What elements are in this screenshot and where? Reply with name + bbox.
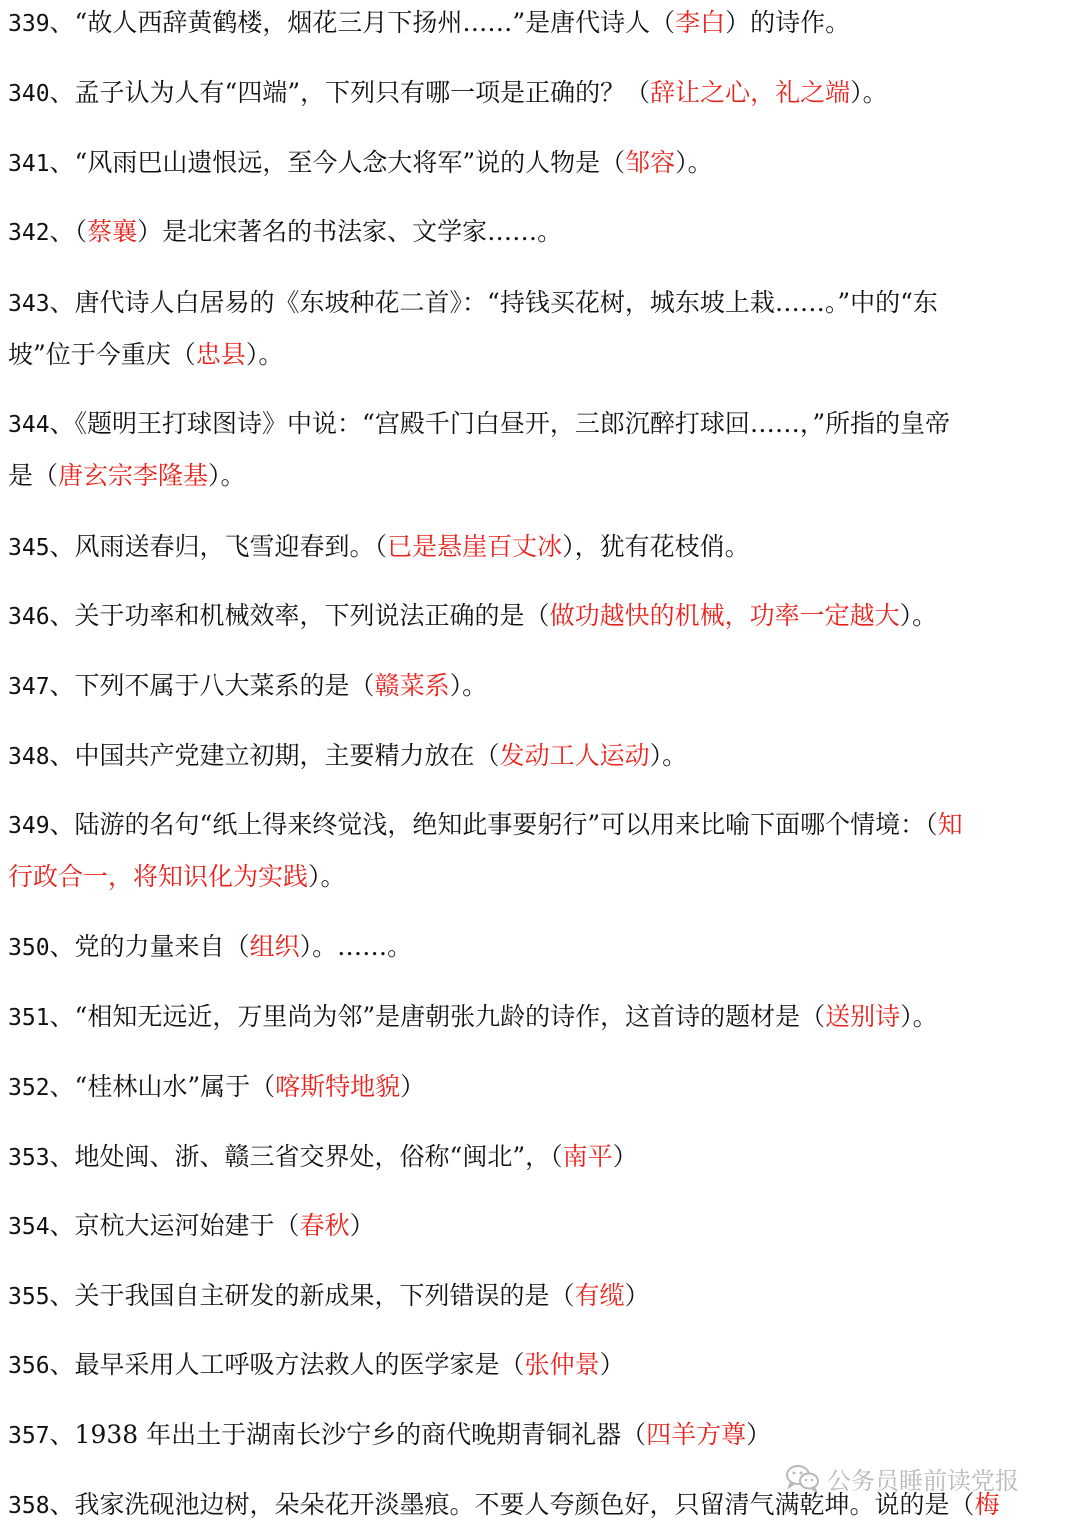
- question-number: 357: [8, 1423, 50, 1449]
- answer-text: 邹容: [625, 148, 676, 177]
- question-text: 、中国共产党建立初期，主要精力放在（: [49, 741, 500, 770]
- question-text: ）。: [208, 461, 246, 490]
- answer-text: 知: [937, 810, 963, 839]
- question-number: 349: [8, 813, 50, 839]
- question-number: 356: [8, 1353, 50, 1379]
- answer-text: 做功越快的机械，功率一定越大: [549, 601, 900, 630]
- question-text: ）: [612, 1142, 638, 1171]
- question-line: [8, 741, 1076, 772]
- question-line: [8, 1420, 1076, 1451]
- question-number: 339: [8, 11, 50, 37]
- question-line: [8, 148, 1076, 179]
- question-line: [8, 78, 1076, 109]
- question-line: [8, 288, 1076, 319]
- question-text: 、最早采用人工呼吸方法救人的医学家是（: [49, 1350, 525, 1379]
- question-text: ）: [624, 1281, 650, 1310]
- question-text: 、我家洗砚池边树，朵朵花开淡墨痕。不要人夸颜色好，只留清气满乾坤。说的是（: [49, 1490, 975, 1519]
- question-text: ）是北宋著名的书法家、文学家……。: [137, 217, 563, 246]
- answer-text: 辞让之心，礼之端: [650, 78, 851, 107]
- question-line: [8, 1281, 1076, 1312]
- answer-text: 送别诗: [825, 1002, 901, 1031]
- question-text: 、京杭大运河始建于（: [49, 1211, 300, 1240]
- question-text: ）。: [899, 601, 938, 630]
- question-text: 、下列不属于八大菜系的是（: [49, 671, 375, 700]
- answer-text: 发动工人运动: [499, 741, 650, 770]
- answer-text: 蔡襄: [87, 217, 138, 246]
- question-text: ）: [746, 1420, 772, 1449]
- question-text: ）的诗作。: [725, 8, 851, 37]
- question-line: [8, 1072, 1076, 1103]
- question-text: ）。: [675, 148, 713, 177]
- wechat-icon: [785, 1464, 821, 1492]
- answer-text: 组织: [249, 932, 300, 961]
- question-number: 351: [8, 1005, 50, 1031]
- question-text: 、“故人西辞黄鹤楼，烟花三月下扬州……”是唐代诗人（: [49, 8, 676, 37]
- question-text: 、地处闽、浙、赣三省交界处，俗称“闽北”，（: [49, 1142, 563, 1171]
- question-line-continuation: [8, 461, 1076, 491]
- answer-text: 张仲景: [524, 1350, 600, 1379]
- question-text: 、“桂林山水”属于（: [49, 1072, 276, 1101]
- question-line: [8, 409, 1076, 440]
- question-text: ），犹有花枝俏。: [562, 532, 750, 561]
- question-line: [8, 1211, 1076, 1242]
- question-text: ）。: [449, 671, 488, 700]
- question-number: 347: [8, 674, 50, 700]
- question-line-continuation: [8, 340, 1076, 370]
- question-text: 、风雨送春归，飞雪迎春到。（: [49, 532, 388, 561]
- question-text: 、1938 年出土于湖南长沙宁乡的商代晚期青铜礼器（: [49, 1420, 647, 1449]
- question-number: 346: [8, 604, 50, 630]
- question-text: ）。: [649, 741, 688, 770]
- answer-text: 行政合一，将知识化为实践: [8, 862, 309, 891]
- question-text: ）: [349, 1211, 375, 1240]
- question-line: [8, 1142, 1076, 1173]
- answer-text: 喀斯特地貌: [275, 1072, 401, 1101]
- answer-text: 四羊方尊: [646, 1420, 747, 1449]
- watermark: [785, 1463, 1019, 1493]
- question-text: 、党的力量来自（: [49, 932, 250, 961]
- question-line: [8, 532, 1076, 563]
- question-line-continuation: [8, 862, 1076, 892]
- question-number: 344: [8, 412, 50, 438]
- question-text: 、“相知无远近，万里尚为邻”是唐朝张九龄的诗作，这首诗的题材是（: [49, 1002, 826, 1031]
- question-number: 342: [8, 220, 50, 246]
- answer-text: 南平: [562, 1142, 613, 1171]
- watermark-text: 公务员睡前读党报: [827, 1466, 1019, 1495]
- question-number: 355: [8, 1284, 50, 1310]
- question-text: 坡”位于今重庆（: [8, 340, 196, 369]
- question-text: 、“风雨巴山遗恨远，至今人念大将军”说的人物是（: [49, 148, 626, 177]
- question-number: 354: [8, 1214, 50, 1240]
- question-text: 、《题明王打球图诗》中说：“宫殿千门白昼开，三郎沉醉打球回……，”所指的皇帝: [49, 409, 951, 438]
- answer-text: 李白: [675, 8, 726, 37]
- question-text: 是（: [8, 461, 59, 490]
- question-line: [8, 8, 1076, 39]
- question-text: ）。: [308, 862, 346, 891]
- question-text: 、关于我国自主研发的新成果，下列错误的是（: [49, 1281, 575, 1310]
- question-text: ）: [400, 1072, 426, 1101]
- question-number: 341: [8, 151, 50, 177]
- question-text: ）。……。: [299, 932, 413, 961]
- question-text: 、关于功率和机械效率，下列说法正确的是（: [49, 601, 550, 630]
- answer-text: 梅: [974, 1490, 1000, 1519]
- answer-text: 有缆: [574, 1281, 625, 1310]
- question-text: 、（: [49, 217, 88, 246]
- answer-text: 忠县: [195, 340, 246, 369]
- question-line: [8, 671, 1076, 702]
- question-number: 353: [8, 1145, 50, 1171]
- question-number: 358: [8, 1493, 50, 1519]
- answer-text: 春秋: [299, 1211, 350, 1240]
- answer-text: 已是悬崖百丈冰: [387, 532, 563, 561]
- question-text: ）。: [245, 340, 284, 369]
- question-number: 343: [8, 291, 50, 317]
- question-text: 、孟子认为人有“四端”，下列只有哪一项是正确的？（: [49, 78, 651, 107]
- question-text: ）。: [900, 1002, 938, 1031]
- question-line: [8, 810, 1076, 841]
- answer-text: 唐玄宗李隆基: [58, 461, 209, 490]
- question-number: 345: [8, 535, 50, 561]
- question-text: 、陆游的名句“纸上得来终觉浅，绝知此事要躬行”可以用来比喻下面哪个情境：（: [49, 810, 938, 839]
- question-text: ）。: [850, 78, 888, 107]
- question-line: [8, 932, 1076, 963]
- question-line: [8, 601, 1076, 632]
- question-number: 340: [8, 81, 50, 107]
- question-text: 、唐代诗人白居易的《东坡种花二首》：“持钱买花树，城东坡上栽……。”中的“东: [49, 288, 938, 317]
- question-text: ）: [599, 1350, 625, 1379]
- answer-text: 赣菜系: [374, 671, 450, 700]
- question-line: [8, 1350, 1076, 1381]
- question-number: 352: [8, 1075, 50, 1101]
- question-line: [8, 1002, 1076, 1033]
- question-line: [8, 217, 1076, 248]
- question-number: 348: [8, 744, 50, 770]
- question-number: 350: [8, 935, 50, 961]
